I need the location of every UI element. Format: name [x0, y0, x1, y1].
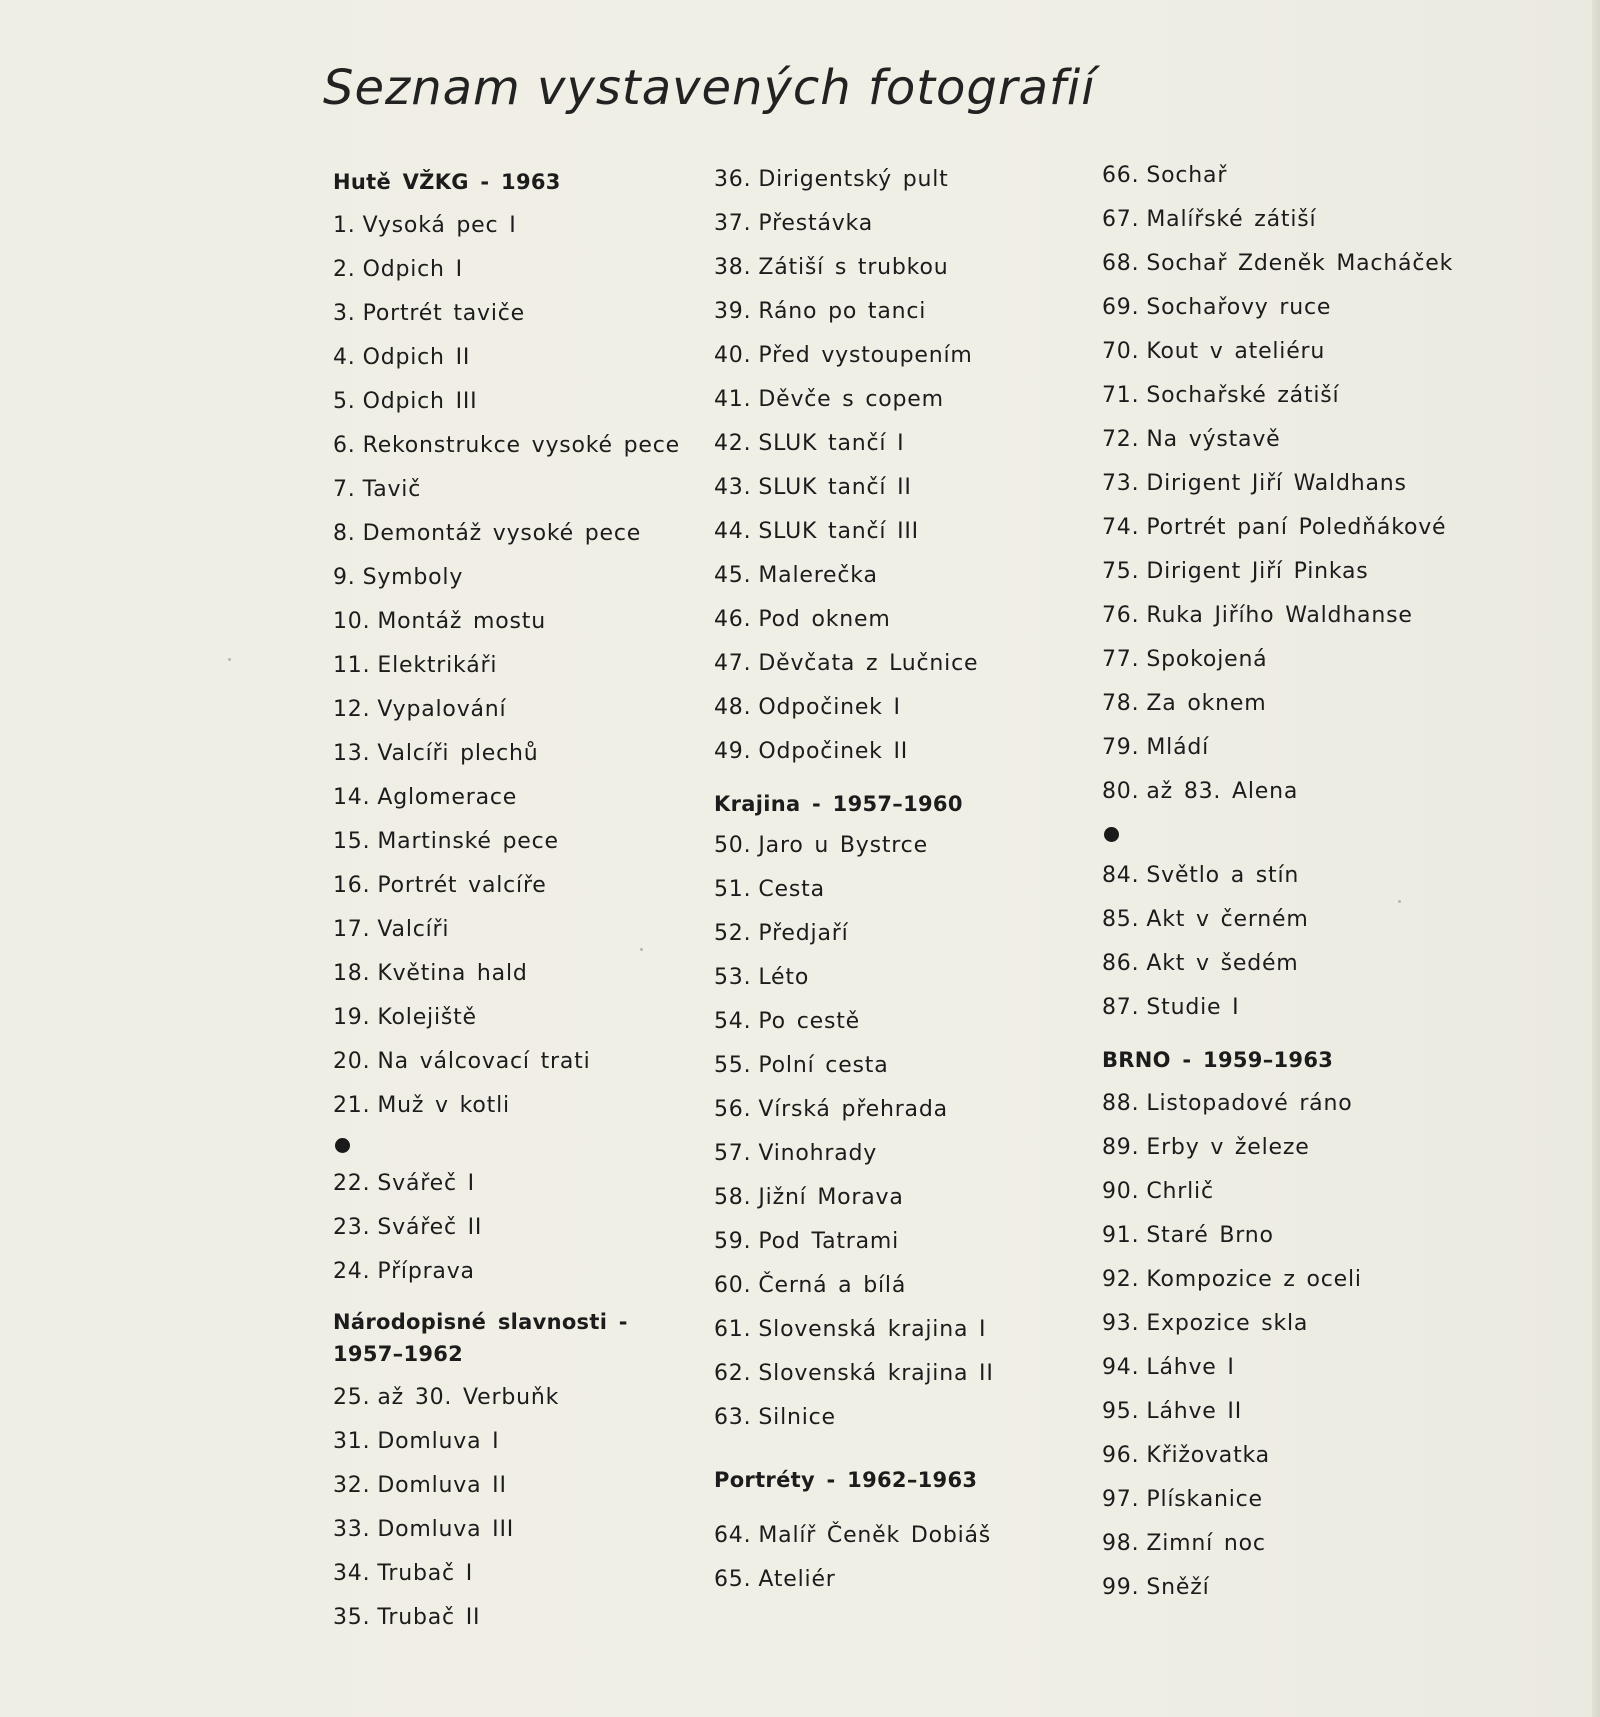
photo-title: Na výstavě [1146, 427, 1281, 452]
photo-number: 45. [714, 563, 752, 588]
photo-list-item [333, 468, 680, 512]
photo-number: 65. [714, 1567, 752, 1592]
photo-list-item [714, 730, 994, 774]
list-group-akty [1102, 854, 1453, 1030]
photo-number: 61. [714, 1317, 752, 1342]
photo-title: SLUK tančí III [758, 519, 919, 544]
photo-list-item [1102, 594, 1453, 638]
photo-list-item [1102, 854, 1453, 898]
photo-title: Odpočinek I [758, 695, 901, 720]
photo-number: 48. [714, 695, 752, 720]
photo-list-item [714, 1220, 994, 1264]
photo-number: 64. [714, 1523, 752, 1548]
section-heading-krajina: Krajina - 1957–1960 [714, 792, 963, 816]
photo-number: 67. [1102, 207, 1140, 232]
photo-number: 17. [333, 917, 371, 942]
photo-list-item [333, 556, 680, 600]
photo-number: 77. [1102, 647, 1140, 672]
photo-list-item [714, 1558, 994, 1602]
photo-number: 51. [714, 877, 752, 902]
photo-number: 8. [333, 521, 356, 546]
photo-title: Mládí [1146, 735, 1210, 760]
photo-title: Vypalování [377, 697, 507, 722]
photo-list-item [333, 996, 680, 1040]
photo-list-item [714, 598, 994, 642]
photo-title: Rekonstrukce vysoké pece [362, 433, 681, 458]
photo-list-item [333, 1376, 680, 1420]
photo-number: 39. [714, 299, 752, 324]
photo-title: Pod oknem [758, 607, 891, 632]
photo-number: 37. [714, 211, 752, 236]
photo-number: 59. [714, 1229, 752, 1254]
photo-title: Sochař [1146, 163, 1228, 188]
photo-number: 16. [333, 873, 371, 898]
photo-list-item [1102, 1478, 1453, 1522]
photo-number: 46. [714, 607, 752, 632]
photo-title: Děvče s copem [758, 387, 944, 412]
photo-number: 85. [1102, 907, 1140, 932]
column-2 [714, 158, 994, 1602]
photo-number: 52. [714, 921, 752, 946]
photo-list-item [333, 1084, 680, 1128]
section-heading-hute: Hutě VŽKG - 1963 [333, 170, 561, 194]
photo-title: SLUK tančí I [758, 431, 905, 456]
photo-number: 79. [1102, 735, 1140, 760]
photo-number: 66. [1102, 163, 1140, 188]
photo-list-item [714, 1000, 994, 1044]
photo-title: Slovenská krajina II [758, 1361, 994, 1386]
photo-title: Ruka Jiřího Waldhanse [1146, 603, 1413, 628]
photo-number: 2. [333, 257, 356, 282]
photo-title: Zimní noc [1146, 1531, 1266, 1556]
photo-list-item [333, 864, 680, 908]
photo-title: Světlo a stín [1146, 863, 1300, 888]
photo-number: 18. [333, 961, 371, 986]
photo-list-item [1102, 1258, 1453, 1302]
photo-number: 7. [333, 477, 356, 502]
photo-number: 69. [1102, 295, 1140, 320]
photo-title: Montáž mostu [377, 609, 546, 634]
photo-number: 96. [1102, 1443, 1140, 1468]
photo-number: 50. [714, 833, 752, 858]
photo-title: Portrét paní Poledňákové [1146, 515, 1447, 540]
photo-title: Demontáž vysoké pece [362, 521, 642, 546]
photo-list-item [333, 380, 680, 424]
photo-list-item [1102, 1346, 1453, 1390]
photo-list-item [714, 1264, 994, 1308]
photo-number: 94. [1102, 1355, 1140, 1380]
photo-list-item [1102, 770, 1453, 814]
photo-number: 23. [333, 1215, 371, 1240]
photo-list-item [333, 1508, 680, 1552]
photo-number: 20. [333, 1049, 371, 1074]
photo-number: 36. [714, 167, 752, 192]
photo-title: Příprava [377, 1259, 475, 1284]
photo-number: 44. [714, 519, 752, 544]
photo-number: 95. [1102, 1399, 1140, 1424]
photo-title: Silnice [758, 1405, 836, 1430]
photo-list-item [1102, 506, 1453, 550]
photo-number: 14. [333, 785, 371, 810]
photo-list-item [333, 512, 680, 556]
photo-list-item [1102, 942, 1453, 986]
photo-title: Slovenská krajina I [758, 1317, 987, 1342]
photo-title: až 83. Alena [1146, 779, 1299, 804]
photo-title: Odpich I [362, 257, 463, 282]
photo-title: Domluva I [377, 1429, 500, 1454]
photo-list-item [1102, 1126, 1453, 1170]
photo-list-item [333, 1420, 680, 1464]
photo-title: Staré Brno [1146, 1223, 1274, 1248]
list-group-hute-2 [333, 1162, 680, 1294]
photo-number: 33. [333, 1517, 371, 1542]
photo-title: Chrlič [1146, 1179, 1214, 1204]
photo-number: 62. [714, 1361, 752, 1386]
photo-list-item [714, 1352, 994, 1396]
photo-number: 13. [333, 741, 371, 766]
photo-number: 80. [1102, 779, 1140, 804]
photo-list-item [714, 1514, 994, 1558]
photo-number: 25. [333, 1385, 371, 1410]
photo-number: 38. [714, 255, 752, 280]
photo-title: Plískanice [1146, 1487, 1263, 1512]
photo-title: Jižní Morava [758, 1185, 904, 1210]
photo-title: Černá a bílá [758, 1273, 907, 1298]
photo-list-item [1102, 1522, 1453, 1566]
photo-list-item [333, 952, 680, 996]
photo-title: Tavič [362, 477, 422, 502]
photo-list-item [1102, 462, 1453, 506]
photo-number: 47. [714, 651, 752, 676]
photo-list-item [714, 158, 994, 202]
photo-title: Portrét valcíře [377, 873, 547, 898]
photo-list-item [1102, 330, 1453, 374]
photo-list-item [333, 336, 680, 380]
photo-list-item [714, 686, 994, 730]
photo-title: Odpich II [362, 345, 471, 370]
photo-list-item [333, 204, 680, 248]
photo-number: 24. [333, 1259, 371, 1284]
photo-title: Sochařské zátiší [1146, 383, 1340, 408]
photo-title: Květina hald [377, 961, 528, 986]
list-group-narodopisne [333, 1376, 680, 1640]
photo-title: Dirigent Jiří Pinkas [1146, 559, 1369, 584]
photo-list-item [333, 1250, 680, 1294]
photo-number: 84. [1102, 863, 1140, 888]
photo-number: 5. [333, 389, 356, 414]
photo-list-item [333, 248, 680, 292]
photo-title: Vírská přehrada [758, 1097, 948, 1122]
photo-number: 21. [333, 1093, 371, 1118]
bullet-separator [1102, 814, 1453, 854]
photo-number: 6. [333, 433, 356, 458]
photo-title: Kolejiště [377, 1005, 477, 1030]
photo-number: 90. [1102, 1179, 1140, 1204]
section-heading-line: 1957–1962 [333, 1342, 464, 1366]
photo-list-item [714, 246, 994, 290]
photo-list-item [714, 1308, 994, 1352]
photo-title: Jaro u Bystrce [758, 833, 928, 858]
photo-title: Sochař Zdeněk Macháček [1146, 251, 1454, 276]
photo-list-item [333, 600, 680, 644]
photo-title: Erby v železe [1146, 1135, 1310, 1160]
photo-number: 89. [1102, 1135, 1140, 1160]
photo-list-item [1102, 898, 1453, 942]
photo-title: Expozice skla [1146, 1311, 1309, 1336]
photo-number: 32. [333, 1473, 371, 1498]
photo-number: 72. [1102, 427, 1140, 452]
photo-number: 10. [333, 609, 371, 634]
photo-title: Malerečka [758, 563, 878, 588]
photo-number: 3. [333, 301, 356, 326]
photo-number: 70. [1102, 339, 1140, 364]
photo-title: Po cestě [758, 1009, 860, 1034]
photo-list-item [1102, 286, 1453, 330]
photo-number: 35. [333, 1605, 371, 1630]
photo-title: Akt v šedém [1146, 951, 1299, 976]
photo-title: Přestávka [758, 211, 873, 236]
photo-list-item [1102, 242, 1453, 286]
photo-title: Dirigentský pult [758, 167, 949, 192]
photo-list-item [1102, 1302, 1453, 1346]
photo-number: 40. [714, 343, 752, 368]
photo-title: Na válcovací trati [377, 1049, 591, 1074]
list-group-portrety-cont [1102, 154, 1453, 814]
photo-title: Láhve II [1146, 1399, 1242, 1424]
photo-title: Cesta [758, 877, 825, 902]
photo-list-item [1102, 198, 1453, 242]
photo-title: Kompozice z oceli [1146, 1267, 1362, 1292]
photo-number: 98. [1102, 1531, 1140, 1556]
photo-number: 86. [1102, 951, 1140, 976]
photo-list-item [714, 956, 994, 1000]
photo-number: 41. [714, 387, 752, 412]
photo-title: Malíř Čeněk Dobiáš [758, 1523, 992, 1548]
photo-number: 22. [333, 1171, 371, 1196]
photo-number: 15. [333, 829, 371, 854]
photo-list-item [1102, 1170, 1453, 1214]
photo-number: 75. [1102, 559, 1140, 584]
photo-title: Před vystoupením [758, 343, 973, 368]
photo-title: Křižovatka [1146, 1443, 1270, 1468]
photo-number: 92. [1102, 1267, 1140, 1292]
photo-list-item [714, 1396, 994, 1440]
photo-list-item [1102, 374, 1453, 418]
photo-list-item [333, 732, 680, 776]
photo-list-item [333, 292, 680, 336]
photo-list-item [1102, 638, 1453, 682]
photo-title: Domluva II [377, 1473, 507, 1498]
photo-list-item [1102, 1214, 1453, 1258]
photo-title: Symboly [362, 565, 464, 590]
photo-title: Kout v ateliéru [1146, 339, 1326, 364]
photo-number: 42. [714, 431, 752, 456]
photo-title: Svářeč I [377, 1171, 475, 1196]
list-group-krajina [714, 824, 994, 1440]
photo-title: Trubač II [377, 1605, 481, 1630]
photo-list-item [714, 378, 994, 422]
column-3 [1102, 154, 1453, 1610]
photo-list-item [1102, 986, 1453, 1030]
photo-number: 76. [1102, 603, 1140, 628]
photo-list-item [714, 422, 994, 466]
photo-list-item [714, 1044, 994, 1088]
photo-number: 12. [333, 697, 371, 722]
photo-title: Portrét taviče [362, 301, 525, 326]
photo-number: 4. [333, 345, 356, 370]
photo-number: 49. [714, 739, 752, 764]
photo-number: 53. [714, 965, 752, 990]
photo-number: 34. [333, 1561, 371, 1586]
photo-list-item [333, 644, 680, 688]
photo-title: Valcíři [377, 917, 450, 942]
photo-list-item [714, 334, 994, 378]
photo-number: 55. [714, 1053, 752, 1078]
list-group-portrety [714, 1514, 994, 1602]
photo-title: Sněží [1146, 1575, 1210, 1600]
section-heading-narodopisne [333, 1306, 680, 1370]
photo-number: 57. [714, 1141, 752, 1166]
photo-title: Akt v černém [1146, 907, 1309, 932]
photo-title: Odpočinek II [758, 739, 909, 764]
photo-list-item [333, 776, 680, 820]
photo-title: Martinské pece [377, 829, 559, 854]
photo-number: 93. [1102, 1311, 1140, 1336]
photo-list-item [1102, 550, 1453, 594]
photo-list-item [714, 510, 994, 554]
photo-list-item [333, 688, 680, 732]
photo-list-item [714, 824, 994, 868]
photo-title: Láhve I [1146, 1355, 1235, 1380]
photo-list-item [333, 1596, 680, 1640]
photo-list-item [714, 1176, 994, 1220]
photo-number: 78. [1102, 691, 1140, 716]
photo-list-item [1102, 418, 1453, 462]
photo-list-item [333, 1162, 680, 1206]
photo-title: Valcíři plechů [377, 741, 539, 766]
page-title: Seznam vystavených fotografií [323, 60, 1096, 116]
photo-title: Dirigent Jiří Waldhans [1146, 471, 1407, 496]
photo-title: Ateliér [758, 1567, 836, 1592]
photo-title: Listopadové ráno [1146, 1091, 1353, 1116]
section-heading-brno: BRNO - 1959–1963 [1102, 1048, 1334, 1072]
photo-title: Elektrikáři [377, 653, 498, 678]
photo-title: Malířské zátiší [1146, 207, 1317, 232]
photo-list-item [714, 466, 994, 510]
photo-list-item [1102, 154, 1453, 198]
photo-list-item [333, 820, 680, 864]
photo-title: Sochařovy ruce [1146, 295, 1332, 320]
photo-number: 31. [333, 1429, 371, 1454]
photo-list-item [714, 868, 994, 912]
photo-title: Svářeč II [377, 1215, 483, 1240]
paper-speck [228, 658, 231, 661]
photo-number: 1. [333, 213, 356, 238]
list-group-narodopisne-cont [714, 158, 994, 774]
photo-title: Zátiší s trubkou [758, 255, 949, 280]
photo-list-item [714, 642, 994, 686]
photo-number: 63. [714, 1405, 752, 1430]
photo-title: Domluva III [377, 1517, 515, 1542]
photo-number: 60. [714, 1273, 752, 1298]
photo-list-item [333, 424, 680, 468]
photo-list-item [714, 1132, 994, 1176]
photo-list-item [1102, 726, 1453, 770]
photo-title: až 30. Verbuňk [377, 1385, 560, 1410]
photo-number: 97. [1102, 1487, 1140, 1512]
photo-number: 9. [333, 565, 356, 590]
photo-list-item [1102, 1082, 1453, 1126]
photo-title: Polní cesta [758, 1053, 889, 1078]
photo-title: Studie I [1146, 995, 1240, 1020]
photo-number: 56. [714, 1097, 752, 1122]
photo-list-item [1102, 1390, 1453, 1434]
photo-number: 73. [1102, 471, 1140, 496]
photo-list-item [1102, 1566, 1453, 1610]
page-edge [1592, 0, 1600, 1717]
bullet-dot-icon [335, 1138, 350, 1153]
photo-title: SLUK tančí II [758, 475, 912, 500]
bullet-dot-icon [1104, 827, 1119, 842]
photo-title: Ráno po tanci [758, 299, 927, 324]
photo-number: 11. [333, 653, 371, 678]
photo-number: 88. [1102, 1091, 1140, 1116]
photo-list-item [714, 912, 994, 956]
section-heading-line: Národopisné slavnosti - [333, 1310, 628, 1334]
photo-list-item [1102, 682, 1453, 726]
photo-number: 54. [714, 1009, 752, 1034]
photo-number: 43. [714, 475, 752, 500]
photo-title: Pod Tatrami [758, 1229, 900, 1254]
photo-list-item [333, 1552, 680, 1596]
photo-list-item [714, 290, 994, 334]
photo-number: 19. [333, 1005, 371, 1030]
photo-number: 99. [1102, 1575, 1140, 1600]
section-heading-portrety: Portréty - 1962–1963 [714, 1468, 978, 1492]
photo-number: 74. [1102, 515, 1140, 540]
list-group-hute [333, 204, 680, 1128]
list-group-brno [1102, 1082, 1453, 1610]
photo-title: Trubač I [377, 1561, 474, 1586]
photo-title: Léto [758, 965, 810, 990]
photo-list-item [714, 202, 994, 246]
photo-list-item [714, 1088, 994, 1132]
photo-title: Vinohrady [758, 1141, 878, 1166]
photo-list-item [714, 554, 994, 598]
photo-number: 71. [1102, 383, 1140, 408]
photo-list-item [333, 908, 680, 952]
photo-list-item [1102, 1434, 1453, 1478]
photo-title: Vysoká pec I [362, 213, 517, 238]
photo-number: 58. [714, 1185, 752, 1210]
photo-title: Za oknem [1146, 691, 1267, 716]
photo-title: Aglomerace [377, 785, 518, 810]
bullet-separator [333, 1128, 680, 1162]
photo-list-item [333, 1206, 680, 1250]
photo-title: Předjaří [758, 921, 849, 946]
photo-list-item [333, 1464, 680, 1508]
column-1 [333, 166, 680, 1640]
photo-number: 68. [1102, 251, 1140, 276]
photo-number: 91. [1102, 1223, 1140, 1248]
photo-title: Muž v kotli [377, 1093, 510, 1118]
photo-number: 87. [1102, 995, 1140, 1020]
photo-title: Odpich III [362, 389, 478, 414]
photo-title: Spokojená [1146, 647, 1268, 672]
photo-title: Děvčata z Lučnice [758, 651, 979, 676]
photo-list-item [333, 1040, 680, 1084]
